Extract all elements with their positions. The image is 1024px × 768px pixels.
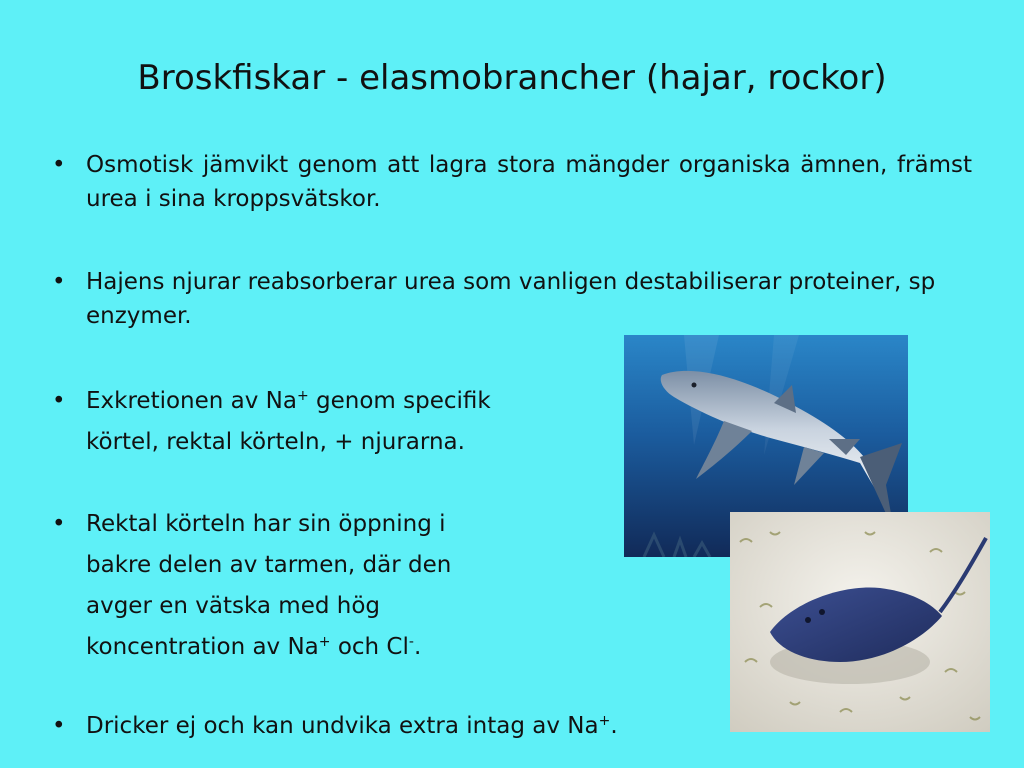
stingray-photo [730, 512, 990, 732]
bullet-text: Dricker ej och kan undvika extra intag av Na+. [86, 713, 618, 739]
bullet-marker: • [52, 511, 66, 537]
bullet-kidneys [52, 265, 972, 333]
bullet-marker: • [52, 388, 66, 414]
bullet-line: Exkretionen av Na+ genom specifik [86, 388, 491, 414]
bullet-line: koncentration av Na+ och Cl-. [86, 634, 422, 660]
slide-title: Broskfiskar - elasmobrancher (hajar, rockor) [137, 58, 887, 98]
bullet-marker: • [52, 152, 66, 178]
bullet-line: bakre delen av tarmen, där den [86, 552, 452, 578]
bullet-osmotic-balance [52, 148, 972, 216]
bullet-marker: • [52, 713, 66, 739]
stingray-illustration [730, 512, 990, 732]
bullet-marker: • [52, 269, 66, 295]
bullet-line: Rektal körteln har sin öppning i [86, 511, 446, 537]
bullet-text: Osmotisk jämvikt genom att lagra stora mängder organiska ämnen, främst urea i sina kroppsvätskor. [86, 152, 972, 212]
bullet-drinking [52, 709, 972, 743]
bullet-text: Hajens njurar reabsorberar urea som vanligen destabiliserar proteiner, sp enzymer. [86, 269, 936, 329]
bullet-line: körtel, rektal körteln, + njurarna. [86, 429, 465, 455]
bullet-line: avger en vätska med hög [86, 593, 381, 619]
